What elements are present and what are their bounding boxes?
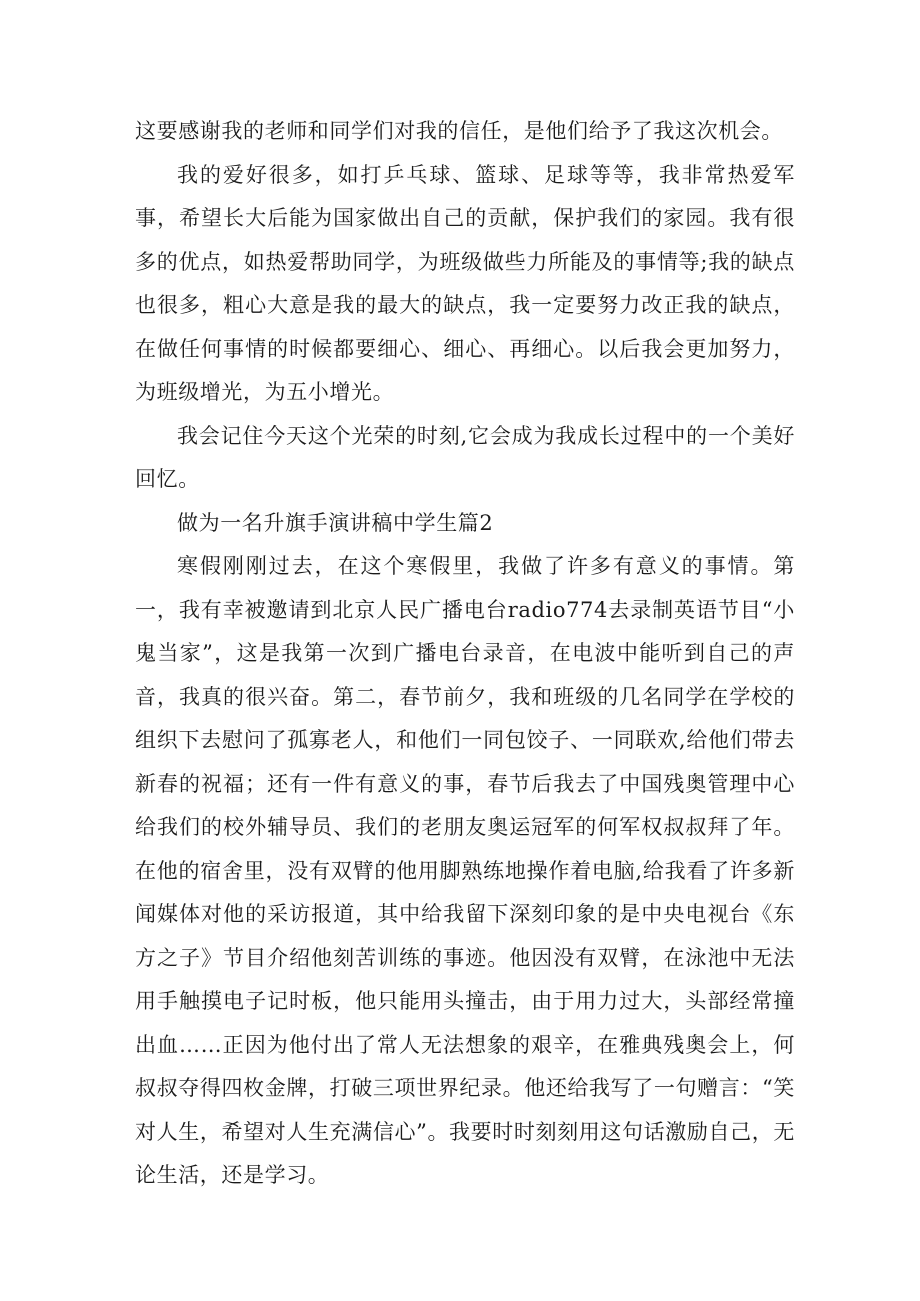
document-body	[135, 110, 795, 1198]
paragraph-continuation: 这要感谢我的老师和同学们对我的信任，是他们给予了我这次机会。	[135, 119, 783, 143]
section-heading: 做为一名升旗手演讲稿中学生篇2	[177, 510, 494, 535]
paragraph-hobbies: 我的爱好很多，如打乒乓球、篮球、足球等等，我非常热爱军事，希望长大后能为国家做出自己的贡献，保护我们的家园。我有很多的优点，如热爱帮助同学，为班级做些力所能及的事情等;我的缺点也很多，粗心大意是我的最大的缺点，我一定要努力改正我的缺点，在做任何事情的时候都要细心、细心、再细心。以后我会更加努力，为班级增光，为五小增光。	[135, 162, 795, 404]
paragraph-winter-break: 寒假刚刚过去，在这个寒假里，我做了许多有意义的事情。第一，我有幸被邀请到北京人民广播电台radio774去录制英语节目“小鬼当家”，这是我第一次到广播电台录音，在电波中能听到自己的声音，我真的很兴奋。第二，春节前夕，我和班级的几名同学在学校的组织下去慰问了孤寡老人，和他们一同包饺子、一同联欢,给他们带去新春的祝福；还有一件有意义的事，春节后我去了中国残奥管理中心给我们的校外辅导员、我们的老朋友奥运冠军的何军权叔叔拜了年。在他的宿舍里，没有双臂的他用脚熟练地操作着电脑,给我看了许多新闻媒体对他的采访报道，其中给我留下深刻印象的是中央电视台《东方之子》节目介绍他刻苦训练的事迹。他因没有双臂，在泳池中无法用手触摸电子记时板，他只能用头撞击，由于用力过大，头部经常撞出血……正因为他付出了常人无法想象的艰辛，在雅典残奥会上，何叔叔夺得四枚金牌，打破三项世界纪录。他还给我写了一句赠言：“笑对人生，希望对人生充满信心”。我要时时刻刻用这句话激励自己，无论生活，还是学习。	[135, 554, 795, 1187]
paragraph-memory: 我会记住今天这个光荣的时刻,它会成为我成长过程中的一个美好回忆。	[135, 423, 795, 491]
